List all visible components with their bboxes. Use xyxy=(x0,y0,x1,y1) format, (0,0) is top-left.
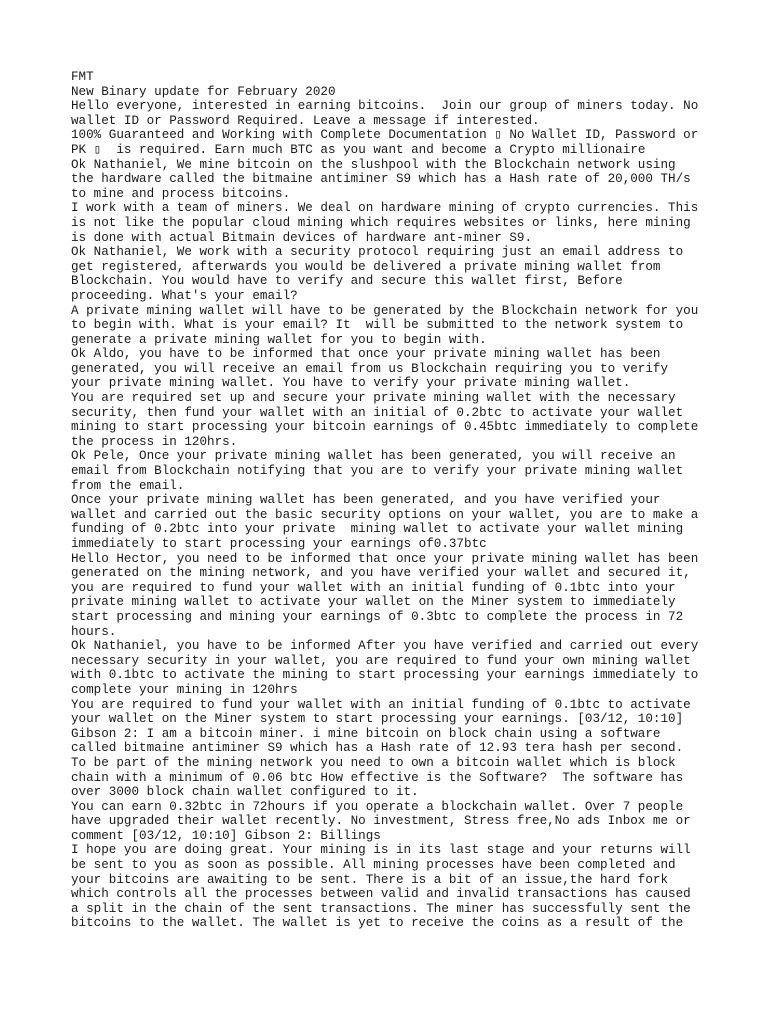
text-line: over 3000 block chain wallet configured to it. xyxy=(71,785,419,800)
text-line: Blockchain. You would have to verify and secure this wallet first, Before xyxy=(71,274,623,289)
text-line: Ok Nathaniel, We work with a security protocol requiring just an email address to xyxy=(71,245,684,260)
text-line: A private mining wallet will have to be generated by the Blockchain network for you xyxy=(71,303,699,318)
text-line: proceeding. What's your email? xyxy=(71,288,298,303)
text-line: chain with a minimum of 0.06 btc How effective is the Software? The software has xyxy=(71,770,684,785)
text-line: your wallet on the Miner system to start processing your earnings. [03/12, 10:10] xyxy=(71,712,684,727)
text-line: security, then fund your wallet with an initial of 0.2btc to activate your wallet xyxy=(71,405,684,420)
text-line: is not like the popular cloud mining which requires websites or links, here mining xyxy=(71,215,691,230)
text-line: generated, you will receive an email from us Blockchain requiring you to verify xyxy=(71,361,669,376)
text-line: get registered, afterwards you would be delivered a private mining wallet from xyxy=(71,259,661,274)
text-line: PK ▯ is required. Earn much BTC as you want and become a Crypto millionaire xyxy=(71,142,646,157)
text-line: generate a private mining wallet for you to begin with. xyxy=(71,332,487,347)
text-line: You are required to fund your wallet with an initial funding of 0.1btc to activate xyxy=(71,697,691,712)
text-line: You can earn 0.32btc in 72hours if you operate a blockchain wallet. Over 7 people xyxy=(71,799,684,814)
text-line: the process in 120hrs. xyxy=(71,434,238,449)
text-line: Once your private mining wallet has been generated, and you have verified your xyxy=(71,493,661,508)
text-line: immediately to start processing your earnings of0.37btc xyxy=(71,537,487,551)
text-line: Ok Pele, Once your private mining wallet has been generated, you will receive an xyxy=(71,449,676,464)
text-line: mining to start processing your bitcoin earnings of 0.45btc immediately to complete xyxy=(71,420,699,435)
text-line: you are required to fund your wallet with an initial funding of 0.1btc into your xyxy=(71,580,676,595)
text-line: is done with actual Bitmain devices of hardware ant-miner S9. xyxy=(71,230,533,245)
text-line: Gibson 2: I am a bitcoin miner. i mine bitcoin on block chain using a software xyxy=(71,726,661,741)
text-line: New Binary update for February 2020 xyxy=(71,84,336,99)
text-line: Hello Hector, you need to be informed that once your private mining wallet has been xyxy=(71,551,699,566)
text-line: email from Blockchain notifying that you are to verify your private mining wallet xyxy=(71,464,684,479)
text-line: to begin with. What is your email? It will be submitted to the network system to xyxy=(71,318,684,333)
text-line: with 0.1btc to activate the mining to start processing your earnings immediately to xyxy=(71,668,699,683)
text-line: which controls all the processes between valid and invalid transactions has caused xyxy=(71,887,691,902)
text-line: hours. xyxy=(71,624,117,639)
text-line: I hope you are doing great. Your mining is in its last stage and your returns will xyxy=(71,843,691,858)
text-line: necessary security in your wallet, you are required to fund your own mining wallet xyxy=(71,653,691,668)
text-line: start processing and mining your earnings of 0.3btc to complete the process in 72 xyxy=(71,609,684,624)
text-line: from the email. xyxy=(71,478,185,493)
text-line: wallet ID or Password Required. Leave a message if interested. xyxy=(71,113,540,128)
text-line: your private mining wallet. You have to verify your private mining wallet. xyxy=(71,376,631,391)
text-line: Ok Aldo, you have to be informed that once your private mining wallet has been xyxy=(71,347,661,362)
document-page xyxy=(71,70,703,931)
text-line: You are required set up and secure your private mining wallet with the necessary xyxy=(71,391,676,406)
text-line: Ok Nathaniel, We mine bitcoin on the slushpool with the Blockchain network using xyxy=(71,157,676,172)
text-line: comment [03/12, 10:10] Gibson 2: Billings xyxy=(71,828,381,843)
text-line: Hello everyone, interested in earning bitcoins. Join our group of miners today. No xyxy=(71,99,699,114)
text-line: private mining wallet to activate your wallet on the Miner system to immediately xyxy=(71,595,676,610)
text-line: generated on the mining network, and you have verified your wallet and secured it, xyxy=(71,566,691,581)
text-line: bitcoins to the wallet. The wallet is yet to receive the coins as a result of the xyxy=(71,916,684,931)
text-line: To be part of the mining network you need to own a bitcoin wallet which is block xyxy=(71,755,676,770)
text-line: your bitcoins are awaiting to be sent. There is a bit of an issue,the hard fork xyxy=(71,872,669,887)
text-line: a split in the chain of the sent transactions. The miner has successfully sent the xyxy=(71,901,691,916)
text-line: funding of 0.2btc into your private mining wallet to activate your wallet mining xyxy=(71,522,684,537)
text-line: have upgraded their wallet recently. No investment, Stress free,No ads Inbox me or xyxy=(71,814,691,829)
text-line: complete your mining in 120hrs xyxy=(71,682,298,697)
text-line: wallet and carried out the basic security options on your wallet, you are to make a xyxy=(71,507,699,522)
text-line: 100% Guaranteed and Working with Complete Documentation ▯ No Wallet ID, Password or xyxy=(71,128,699,143)
text-line: called bitmaine antiminer S9 which has a Hash rate of 12.93 tera hash per second. xyxy=(71,741,684,756)
text-line: Ok Nathaniel, you have to be informed After you have verified and carried out every xyxy=(71,639,699,654)
text-line: I work with a team of miners. We deal on hardware mining of crypto currencies. This xyxy=(71,201,699,216)
text-line: the hardware called the bitmaine antiminer S9 which has a Hash rate of 20,000 TH/s xyxy=(71,172,691,187)
text-line: to mine and process bitcoins. xyxy=(71,186,291,201)
text-line: be sent to you as soon as possible. All mining processes have been completed and xyxy=(71,858,676,873)
text-line: FMT xyxy=(71,70,94,84)
